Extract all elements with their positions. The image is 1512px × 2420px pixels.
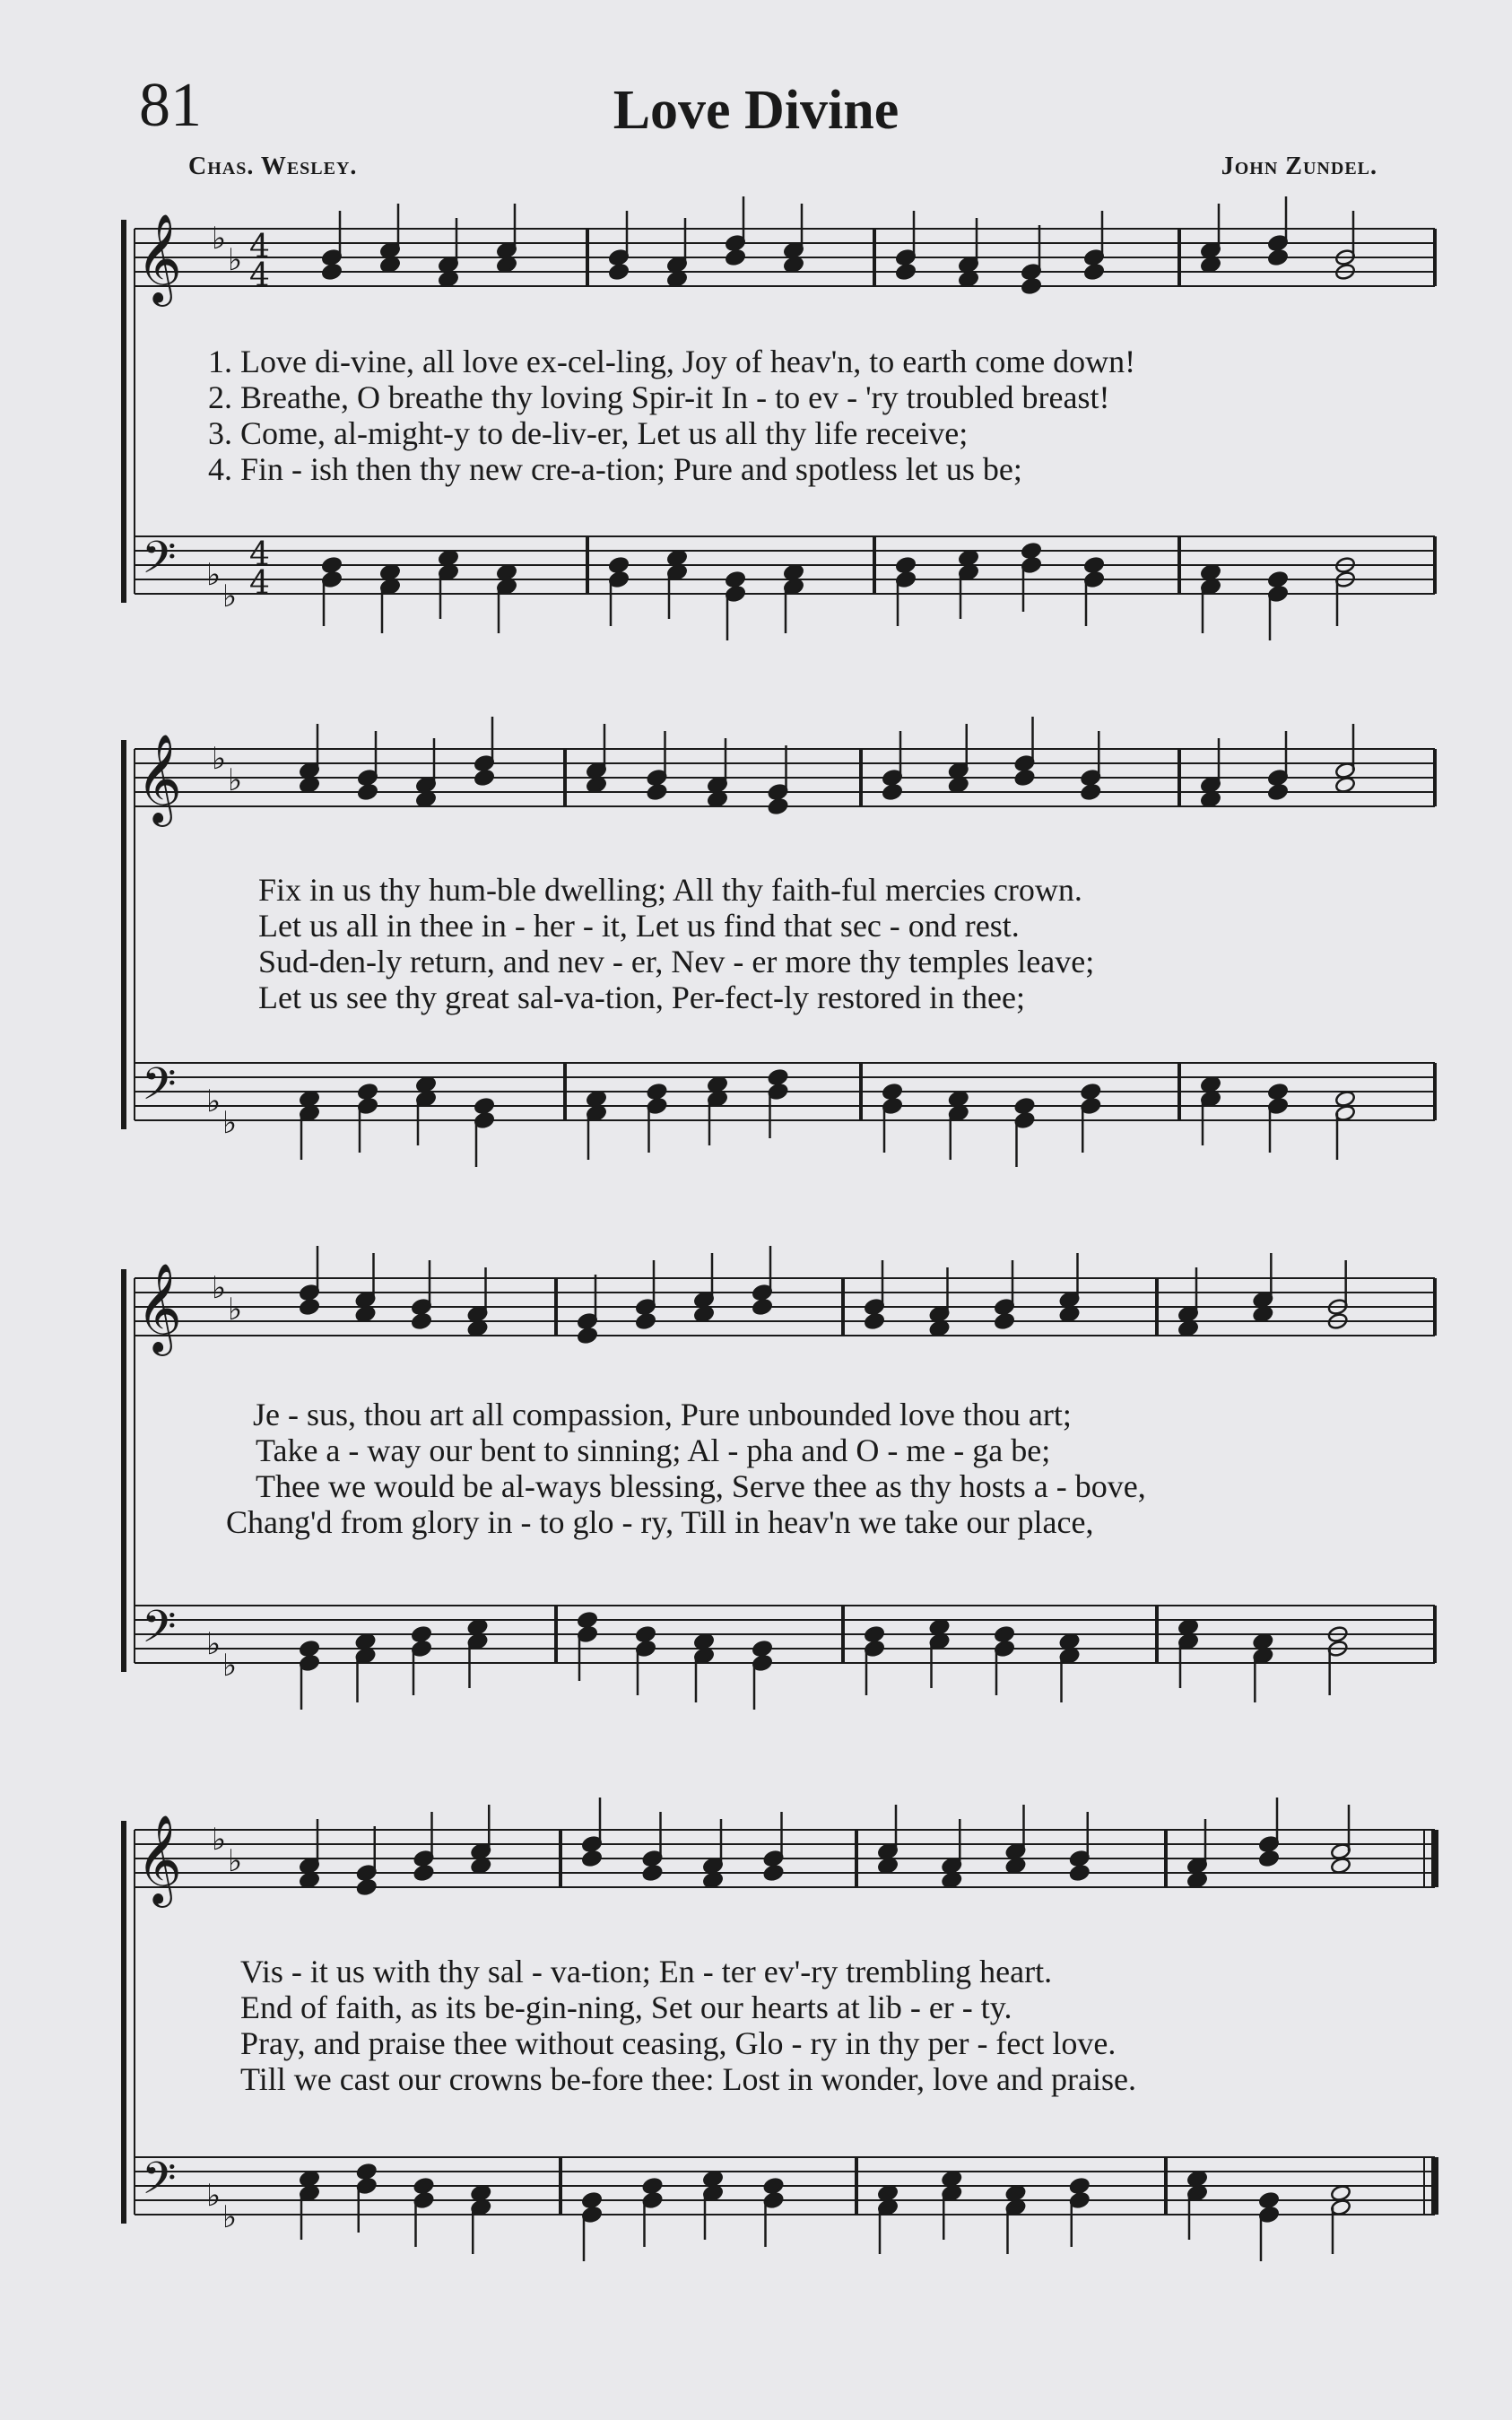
note-head [411,1625,432,1643]
verse-2-line: Take a - way our bent to sinning; Al - pha and O - me - ga be; [256,1432,1051,1468]
note-head [941,1871,962,1889]
note-head [958,549,979,567]
note-head [1258,1850,1280,1867]
note-head [1069,1864,1091,1882]
flat-icon: ♭ [222,579,238,614]
note-head [752,1298,773,1316]
note-head [299,1871,320,1889]
note-head [586,776,607,794]
note-head [647,783,668,801]
treble-clef-icon: 𝄞 [136,1263,182,1353]
note-head [577,1611,598,1629]
note-head [299,1090,320,1108]
note-head [642,1864,664,1882]
note-head [415,790,437,808]
note-head [379,256,401,274]
time-signature-bottom: 4 [249,565,270,602]
verse-1-line: Vis - it us with thy sal - va-tion; En - ter ev'-ry trembling heart. [240,1954,1053,1989]
note-head [474,1097,495,1115]
verse-3-line: Sud-den-ly return, and nev - er, Nev - er more thy temples leave; [258,944,1095,979]
note-head [783,563,804,581]
note-head [642,2177,664,2195]
note-head [929,1319,951,1337]
note-head [1267,1083,1289,1101]
note-head [994,1312,1015,1330]
note-head [635,1625,656,1643]
note-head [299,2170,320,2188]
note-head [321,263,343,281]
verse-2-line: End of faith, as its be-gin-ning, Set our hearts at lib - er - ty. [240,1989,1012,2025]
note-head [474,769,495,787]
note-head [948,776,969,794]
verse-3-line: 3. Come, al-might-y to de-liv-er, Let us all thy life receive; [208,415,969,451]
note-head [1267,248,1289,266]
note-head [666,549,688,567]
flat-icon: ♭ [206,557,222,593]
verse-1-line: Fix in us thy hum-ble dwelling; All thy faith-ful mercies crown. [258,872,1082,908]
notes [299,196,1356,2261]
note-head [877,2184,899,2202]
bass-clef-icon: 𝄢 [142,2153,177,2215]
note-head [379,563,401,581]
verse-1-line: 1. Love di-vine, all love ex-cel-ling, Joy of heav'n, to earth come down! [208,344,1136,379]
flat-icon: ♭ [228,1843,243,1879]
note-head [1177,1618,1199,1636]
lyricist-credit: Chas. Wesley. [188,152,358,180]
note-head [581,2191,603,2209]
note-head [496,256,517,274]
note-head [355,1305,377,1323]
note-head [467,1319,489,1337]
note-head [647,1083,668,1101]
note-head [1267,783,1289,801]
verse-2-line: Let us all in thee in - her - it, Let us find that sec - ond rest. [258,908,1020,944]
note-head [1080,1083,1101,1101]
note-head [1253,1632,1274,1650]
note-head [702,2170,724,2188]
note-head [356,2163,378,2181]
flat-icon: ♭ [212,221,227,257]
note-head [357,783,378,801]
note-head [1083,263,1105,281]
verse-1-line: Je - sus, thou art all compassion, Pure unbounded love thou art; [253,1397,1072,1432]
note-head [1080,783,1101,801]
note-head [948,1090,969,1108]
time-signature-bottom: 4 [249,257,270,294]
note-head [356,1878,378,1896]
staff-systems [124,213,1435,2235]
note-head [707,790,728,808]
note-head [438,549,459,567]
flat-icon: ♭ [212,1270,227,1306]
flat-icon: ♭ [228,762,243,798]
flat-icon: ♭ [206,1084,222,1119]
note-head [586,1090,607,1108]
note-head [357,1083,378,1101]
note-head [299,776,320,794]
note-head [438,270,459,288]
note-head [1200,1075,1221,1093]
note-head [1334,1090,1356,1108]
note-head [958,270,979,288]
note-head [702,1871,724,1889]
time-signature-top: 4 [249,229,270,266]
flat-icon: ♭ [222,1105,238,1141]
note-head [1059,1632,1081,1650]
verse-3-line: Thee we would be al-ways blessing, Serve thee as thy hosts a - bove, [256,1468,1146,1504]
note-head [299,1298,320,1316]
time-signature-top: 4 [249,536,270,573]
verse-3-line: Pray, and praise thee without ceasing, Glo - ry in thy per - fect love. [240,2025,1117,2061]
verse-4-line: 4. Fin - ish then thy new cre-a-tion; Pure and spotless let us be; [208,451,1022,487]
note-head [581,1850,603,1867]
flat-icon: ♭ [222,2199,238,2235]
note-head [1021,277,1042,295]
treble-clef-icon: 𝄞 [136,734,182,823]
note-head [577,1327,598,1345]
note-head [635,1312,656,1330]
note-head [763,1864,785,1882]
note-head [1186,1871,1208,1889]
note-head [413,1864,435,1882]
note-head [1267,570,1289,588]
flat-icon: ♭ [206,2178,222,2214]
note-head [299,1640,320,1658]
note-head [1005,2184,1027,2202]
flat-icon: ♭ [206,1626,222,1662]
note-head [725,248,746,266]
note-head [1021,542,1042,560]
note-head [693,1305,715,1323]
note-head [608,556,630,574]
note-head [1005,1857,1027,1875]
note-head [725,570,746,588]
note-head [321,556,343,574]
verse-2-line: 2. Breathe, O breathe thy loving Spir-it In - to ev - 'ry troubled breast! [208,379,1110,415]
note-head [413,2177,435,2195]
note-head [1014,769,1036,787]
note-head [882,783,903,801]
note-head [1200,790,1221,808]
treble-clef-icon: 𝄞 [136,213,182,303]
note-head [895,556,917,574]
flat-icon: ♭ [228,242,243,278]
note-head [895,263,917,281]
note-head [763,2177,785,2195]
treble-clef-icon: 𝄞 [136,1815,182,1904]
note-head [1330,2184,1351,2202]
hymn-title: Love Divine [613,80,899,141]
note-head [1258,2191,1280,2209]
note-head [470,2184,491,2202]
verse-4-line: Till we cast our crowns be-fore thee: Lost in wonder, love and praise. [240,2061,1136,2097]
note-head [768,797,789,815]
note-head [864,1312,885,1330]
note-head [1186,2170,1208,2188]
verse-4-line: Let us see thy great sal-va-tion, Per-fect-ly restored in thee; [258,979,1025,1015]
flat-icon: ♭ [222,1648,238,1684]
note-head [707,1075,728,1093]
note-head [1069,2177,1091,2195]
note-head [470,1857,491,1875]
page-number: 81 [139,71,202,140]
note-head [415,1075,437,1093]
note-head [1059,1305,1081,1323]
note-head [1177,1319,1199,1337]
note-head [752,1640,773,1658]
note-head [1253,1305,1274,1323]
note-head [1330,1857,1351,1875]
note-head [1334,776,1356,794]
note-head [864,1625,885,1643]
note-head [768,1068,789,1086]
bass-clef-icon: 𝄢 [142,1601,177,1664]
flat-icon: ♭ [212,741,227,777]
bass-clef-icon: 𝄢 [142,1058,177,1121]
note-head [496,563,517,581]
note-head [1014,1097,1036,1115]
note-head [666,270,688,288]
note-head [693,1632,715,1650]
note-head [355,1632,377,1650]
flat-icon: ♭ [228,1292,243,1328]
note-head [467,1618,489,1636]
note-head [783,256,804,274]
bass-clef-icon: 𝄢 [142,532,177,595]
note-head [994,1625,1015,1643]
note-head [877,1857,899,1875]
note-head [1200,563,1221,581]
note-head [1200,256,1221,274]
note-head [411,1312,432,1330]
verse-4-line: Chang'd from glory in - to glo - ry, Till in heav'n we take our place, [226,1504,1094,1540]
note-head [1083,556,1105,574]
composer-credit: John Zundel. [1221,152,1377,180]
note-head [882,1083,903,1101]
note-head [608,263,630,281]
note-head [941,2170,962,2188]
note-head [929,1618,951,1636]
flat-icon: ♭ [212,1822,227,1858]
